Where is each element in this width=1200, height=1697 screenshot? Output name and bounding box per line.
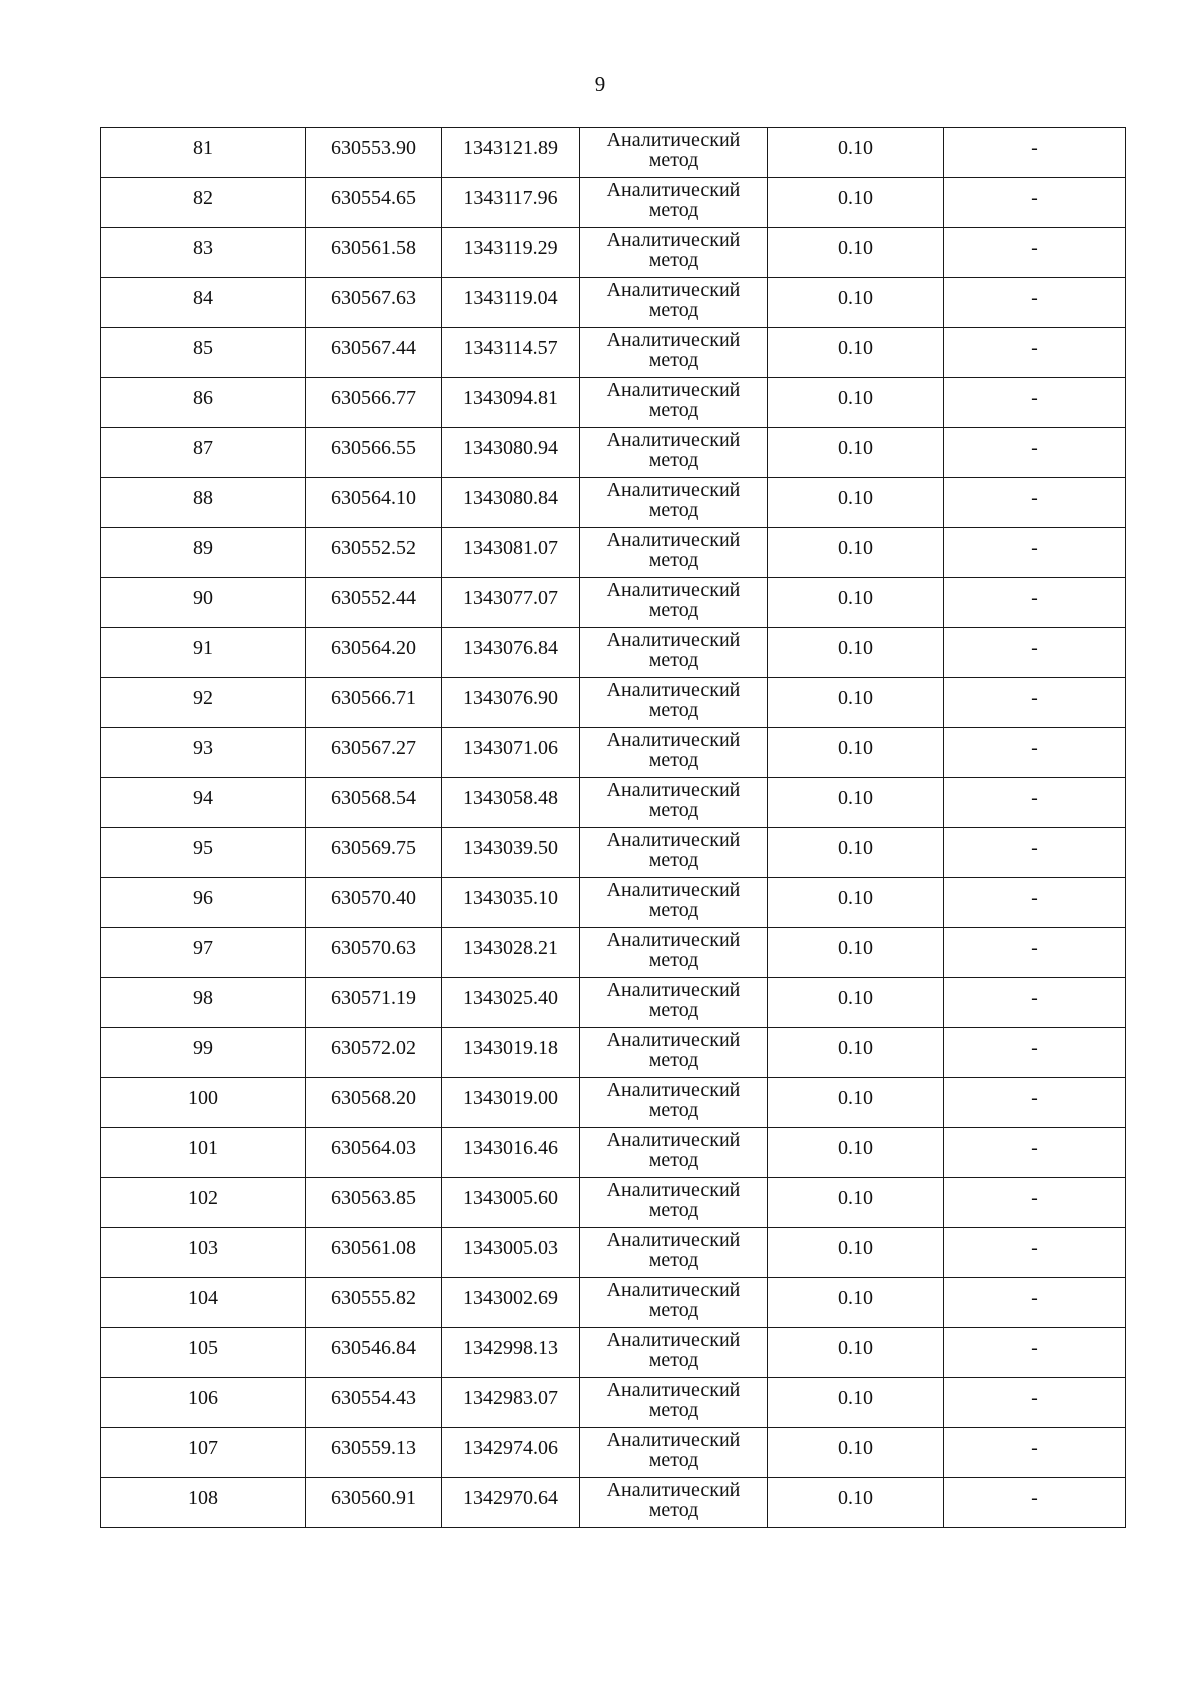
accuracy-cell: 0.10: [768, 1228, 944, 1278]
accuracy-cell: 0.10: [768, 728, 944, 778]
accuracy-cell: 0.10: [768, 1078, 944, 1128]
table-row: [101, 928, 1126, 978]
method-line-2: метод: [648, 549, 699, 571]
method-cell: [580, 1178, 768, 1228]
method-line-1: Аналитический: [606, 379, 741, 401]
y-coordinate-cell: 1343081.07: [442, 528, 580, 578]
accuracy-cell: 0.10: [768, 528, 944, 578]
method-cell: [580, 1028, 768, 1078]
y-coordinate-cell: 1343058.48: [442, 778, 580, 828]
note-cell: -: [944, 828, 1126, 878]
accuracy-cell: 0.10: [768, 628, 944, 678]
table-row: [101, 128, 1126, 178]
point-number-cell: 97: [101, 928, 306, 978]
method-line-2: метод: [648, 999, 699, 1021]
accuracy-cell: 0.10: [768, 428, 944, 478]
table-row: [101, 1428, 1126, 1478]
table-row: [101, 178, 1126, 228]
note-cell: -: [944, 228, 1126, 278]
y-coordinate-cell: 1343114.57: [442, 328, 580, 378]
y-coordinate-cell: 1343119.04: [442, 278, 580, 328]
method-line-1: Аналитический: [606, 429, 741, 451]
table-row: [101, 478, 1126, 528]
point-number-cell: 106: [101, 1378, 306, 1428]
x-coordinate-cell: 630566.77: [306, 378, 442, 428]
x-coordinate-cell: 630555.82: [306, 1278, 442, 1328]
method-line-1: Аналитический: [606, 229, 741, 251]
method-cell: [580, 778, 768, 828]
table-row: [101, 1378, 1126, 1428]
note-cell: -: [944, 1078, 1126, 1128]
x-coordinate-cell: 630559.13: [306, 1428, 442, 1478]
note-cell: -: [944, 778, 1126, 828]
point-number-cell: 107: [101, 1428, 306, 1478]
point-number-cell: 90: [101, 578, 306, 628]
method-cell: [580, 1128, 768, 1178]
x-coordinate-cell: 630566.71: [306, 678, 442, 728]
method-line-1: Аналитический: [606, 479, 741, 501]
y-coordinate-cell: 1343080.84: [442, 478, 580, 528]
note-cell: -: [944, 178, 1126, 228]
method-line-1: Аналитический: [606, 1479, 741, 1501]
table-row: [101, 278, 1126, 328]
y-coordinate-cell: 1343076.90: [442, 678, 580, 728]
table-row: [101, 728, 1126, 778]
method-line-1: Аналитический: [606, 879, 741, 901]
accuracy-cell: 0.10: [768, 978, 944, 1028]
y-coordinate-cell: 1342983.07: [442, 1378, 580, 1428]
x-coordinate-cell: 630572.02: [306, 1028, 442, 1078]
accuracy-cell: 0.10: [768, 328, 944, 378]
method-line-2: метод: [648, 399, 699, 421]
y-coordinate-cell: 1343071.06: [442, 728, 580, 778]
note-cell: -: [944, 728, 1126, 778]
method-cell: [580, 828, 768, 878]
y-coordinate-cell: 1343019.18: [442, 1028, 580, 1078]
method-cell: [580, 728, 768, 778]
y-coordinate-cell: 1343019.00: [442, 1078, 580, 1128]
accuracy-cell: 0.10: [768, 1178, 944, 1228]
x-coordinate-cell: 630570.40: [306, 878, 442, 928]
x-coordinate-cell: 630568.54: [306, 778, 442, 828]
method-line-2: метод: [648, 249, 699, 271]
point-number-cell: 86: [101, 378, 306, 428]
accuracy-cell: 0.10: [768, 1428, 944, 1478]
point-number-cell: 91: [101, 628, 306, 678]
point-number-cell: 83: [101, 228, 306, 278]
method-cell: [580, 978, 768, 1028]
table-row: [101, 628, 1126, 678]
point-number-cell: 104: [101, 1278, 306, 1328]
point-number-cell: 82: [101, 178, 306, 228]
note-cell: -: [944, 628, 1126, 678]
point-number-cell: 98: [101, 978, 306, 1028]
note-cell: -: [944, 378, 1126, 428]
method-cell: [580, 628, 768, 678]
method-line-2: метод: [648, 699, 699, 721]
note-cell: -: [944, 1478, 1126, 1528]
point-number-cell: 92: [101, 678, 306, 728]
note-cell: -: [944, 978, 1126, 1028]
x-coordinate-cell: 630552.52: [306, 528, 442, 578]
y-coordinate-cell: 1342998.13: [442, 1328, 580, 1378]
note-cell: -: [944, 1328, 1126, 1378]
table-row: [101, 578, 1126, 628]
note-cell: -: [944, 1228, 1126, 1278]
method-line-2: метод: [648, 299, 699, 321]
table-row: [101, 428, 1126, 478]
y-coordinate-cell: 1343002.69: [442, 1278, 580, 1328]
table-row: [101, 1478, 1126, 1528]
method-line-1: Аналитический: [606, 679, 741, 701]
method-line-2: метод: [648, 199, 699, 221]
method-line-1: Аналитический: [606, 1129, 741, 1151]
method-line-2: метод: [648, 149, 699, 171]
note-cell: -: [944, 1428, 1126, 1478]
method-cell: [580, 1428, 768, 1478]
method-cell: [580, 278, 768, 328]
table-row: [101, 778, 1126, 828]
x-coordinate-cell: 630552.44: [306, 578, 442, 628]
method-cell: [580, 478, 768, 528]
y-coordinate-cell: 1343016.46: [442, 1128, 580, 1178]
accuracy-cell: 0.10: [768, 178, 944, 228]
accuracy-cell: 0.10: [768, 128, 944, 178]
y-coordinate-cell: 1342974.06: [442, 1428, 580, 1478]
method-line-2: метод: [648, 1099, 699, 1121]
method-line-1: Аналитический: [606, 1429, 741, 1451]
note-cell: -: [944, 928, 1126, 978]
method-line-1: Аналитический: [606, 129, 741, 151]
method-line-2: метод: [648, 1349, 699, 1371]
x-coordinate-cell: 630564.10: [306, 478, 442, 528]
table-row: [101, 528, 1126, 578]
method-line-1: Аналитический: [606, 1379, 741, 1401]
method-line-2: метод: [648, 849, 699, 871]
accuracy-cell: 0.10: [768, 278, 944, 328]
method-cell: [580, 128, 768, 178]
point-number-cell: 87: [101, 428, 306, 478]
table-row: [101, 828, 1126, 878]
point-number-cell: 93: [101, 728, 306, 778]
note-cell: -: [944, 1178, 1126, 1228]
method-line-1: Аналитический: [606, 1179, 741, 1201]
method-line-2: метод: [648, 1199, 699, 1221]
y-coordinate-cell: 1343077.07: [442, 578, 580, 628]
method-line-2: метод: [648, 749, 699, 771]
note-cell: -: [944, 578, 1126, 628]
accuracy-cell: 0.10: [768, 228, 944, 278]
method-line-1: Аналитический: [606, 629, 741, 651]
method-line-1: Аналитический: [606, 1329, 741, 1351]
table-row: [101, 978, 1126, 1028]
method-line-1: Аналитический: [606, 1229, 741, 1251]
method-cell: [580, 228, 768, 278]
note-cell: -: [944, 278, 1126, 328]
method-line-2: метод: [648, 1399, 699, 1421]
accuracy-cell: 0.10: [768, 1278, 944, 1328]
note-cell: -: [944, 878, 1126, 928]
table-row: [101, 1328, 1126, 1378]
method-cell: [580, 928, 768, 978]
y-coordinate-cell: 1343080.94: [442, 428, 580, 478]
method-cell: [580, 178, 768, 228]
method-line-2: метод: [648, 1499, 699, 1521]
method-cell: [580, 1378, 768, 1428]
y-coordinate-cell: 1343094.81: [442, 378, 580, 428]
note-cell: -: [944, 1378, 1126, 1428]
point-number-cell: 89: [101, 528, 306, 578]
method-line-2: метод: [648, 649, 699, 671]
point-number-cell: 84: [101, 278, 306, 328]
table-row: [101, 1078, 1126, 1128]
method-line-1: Аналитический: [606, 1029, 741, 1051]
method-cell: [580, 878, 768, 928]
point-number-cell: 100: [101, 1078, 306, 1128]
y-coordinate-cell: 1343119.29: [442, 228, 580, 278]
method-line-2: метод: [648, 349, 699, 371]
method-line-1: Аналитический: [606, 279, 741, 301]
x-coordinate-cell: 630568.20: [306, 1078, 442, 1128]
coordinates-table-body: [101, 128, 1126, 1528]
point-number-cell: 88: [101, 478, 306, 528]
table-row: [101, 878, 1126, 928]
accuracy-cell: 0.10: [768, 778, 944, 828]
x-coordinate-cell: 630563.85: [306, 1178, 442, 1228]
method-line-2: метод: [648, 499, 699, 521]
method-line-1: Аналитический: [606, 1079, 741, 1101]
accuracy-cell: 0.10: [768, 678, 944, 728]
y-coordinate-cell: 1343039.50: [442, 828, 580, 878]
x-coordinate-cell: 630561.08: [306, 1228, 442, 1278]
accuracy-cell: 0.10: [768, 1478, 944, 1528]
x-coordinate-cell: 630564.20: [306, 628, 442, 678]
y-coordinate-cell: 1343035.10: [442, 878, 580, 928]
accuracy-cell: 0.10: [768, 928, 944, 978]
x-coordinate-cell: 630560.91: [306, 1478, 442, 1528]
x-coordinate-cell: 630567.63: [306, 278, 442, 328]
method-line-1: Аналитический: [606, 979, 741, 1001]
point-number-cell: 103: [101, 1228, 306, 1278]
method-cell: [580, 1078, 768, 1128]
accuracy-cell: 0.10: [768, 1378, 944, 1428]
note-cell: -: [944, 1028, 1126, 1078]
method-line-2: метод: [648, 949, 699, 971]
note-cell: -: [944, 478, 1126, 528]
method-line-1: Аналитический: [606, 529, 741, 551]
accuracy-cell: 0.10: [768, 378, 944, 428]
coordinates-table: [100, 127, 1126, 1528]
point-number-cell: 105: [101, 1328, 306, 1378]
y-coordinate-cell: 1343005.03: [442, 1228, 580, 1278]
x-coordinate-cell: 630553.90: [306, 128, 442, 178]
point-number-cell: 108: [101, 1478, 306, 1528]
method-cell: [580, 678, 768, 728]
x-coordinate-cell: 630561.58: [306, 228, 442, 278]
method-line-2: метод: [648, 599, 699, 621]
method-cell: [580, 428, 768, 478]
point-number-cell: 101: [101, 1128, 306, 1178]
accuracy-cell: 0.10: [768, 878, 944, 928]
y-coordinate-cell: 1343076.84: [442, 628, 580, 678]
method-line-2: метод: [648, 899, 699, 921]
y-coordinate-cell: 1343025.40: [442, 978, 580, 1028]
x-coordinate-cell: 630564.03: [306, 1128, 442, 1178]
method-cell: [580, 1228, 768, 1278]
table-row: [101, 1028, 1126, 1078]
table-row: [101, 1178, 1126, 1228]
accuracy-cell: 0.10: [768, 1328, 944, 1378]
x-coordinate-cell: 630571.19: [306, 978, 442, 1028]
point-number-cell: 102: [101, 1178, 306, 1228]
method-cell: [580, 1478, 768, 1528]
accuracy-cell: 0.10: [768, 578, 944, 628]
method-cell: [580, 578, 768, 628]
point-number-cell: 99: [101, 1028, 306, 1078]
x-coordinate-cell: 630546.84: [306, 1328, 442, 1378]
method-cell: [580, 1328, 768, 1378]
accuracy-cell: 0.10: [768, 478, 944, 528]
table-row: [101, 1228, 1126, 1278]
x-coordinate-cell: 630566.55: [306, 428, 442, 478]
method-line-2: метод: [648, 1049, 699, 1071]
method-cell: [580, 528, 768, 578]
note-cell: -: [944, 428, 1126, 478]
method-line-1: Аналитический: [606, 329, 741, 351]
method-line-1: Аналитический: [606, 929, 741, 951]
method-line-1: Аналитический: [606, 829, 741, 851]
table-row: [101, 228, 1126, 278]
method-line-2: метод: [648, 1299, 699, 1321]
point-number-cell: 94: [101, 778, 306, 828]
table-row: [101, 1278, 1126, 1328]
method-line-1: Аналитический: [606, 779, 741, 801]
note-cell: -: [944, 328, 1126, 378]
method-line-1: Аналитический: [606, 179, 741, 201]
note-cell: -: [944, 1278, 1126, 1328]
point-number-cell: 95: [101, 828, 306, 878]
method-line-2: метод: [648, 1449, 699, 1471]
table-row: [101, 378, 1126, 428]
point-number-cell: 85: [101, 328, 306, 378]
note-cell: -: [944, 1128, 1126, 1178]
method-cell: [580, 378, 768, 428]
y-coordinate-cell: 1342970.64: [442, 1478, 580, 1528]
page-number: 9: [594, 72, 606, 96]
note-cell: -: [944, 678, 1126, 728]
note-cell: -: [944, 528, 1126, 578]
accuracy-cell: 0.10: [768, 828, 944, 878]
y-coordinate-cell: 1343117.96: [442, 178, 580, 228]
x-coordinate-cell: 630567.44: [306, 328, 442, 378]
method-cell: [580, 1278, 768, 1328]
method-line-1: Аналитический: [606, 729, 741, 751]
x-coordinate-cell: 630554.43: [306, 1378, 442, 1428]
point-number-cell: 96: [101, 878, 306, 928]
note-cell: -: [944, 128, 1126, 178]
method-line-2: метод: [648, 449, 699, 471]
method-line-1: Аналитический: [606, 1279, 741, 1301]
x-coordinate-cell: 630554.65: [306, 178, 442, 228]
y-coordinate-cell: 1343028.21: [442, 928, 580, 978]
table-row: [101, 1128, 1126, 1178]
method-line-2: метод: [648, 1149, 699, 1171]
method-line-2: метод: [648, 1249, 699, 1271]
y-coordinate-cell: 1343005.60: [442, 1178, 580, 1228]
table-row: [101, 678, 1126, 728]
table-row: [101, 328, 1126, 378]
x-coordinate-cell: 630570.63: [306, 928, 442, 978]
x-coordinate-cell: 630569.75: [306, 828, 442, 878]
accuracy-cell: 0.10: [768, 1128, 944, 1178]
point-number-cell: 81: [101, 128, 306, 178]
method-line-1: Аналитический: [606, 579, 741, 601]
method-line-2: метод: [648, 799, 699, 821]
x-coordinate-cell: 630567.27: [306, 728, 442, 778]
accuracy-cell: 0.10: [768, 1028, 944, 1078]
method-cell: [580, 328, 768, 378]
y-coordinate-cell: 1343121.89: [442, 128, 580, 178]
